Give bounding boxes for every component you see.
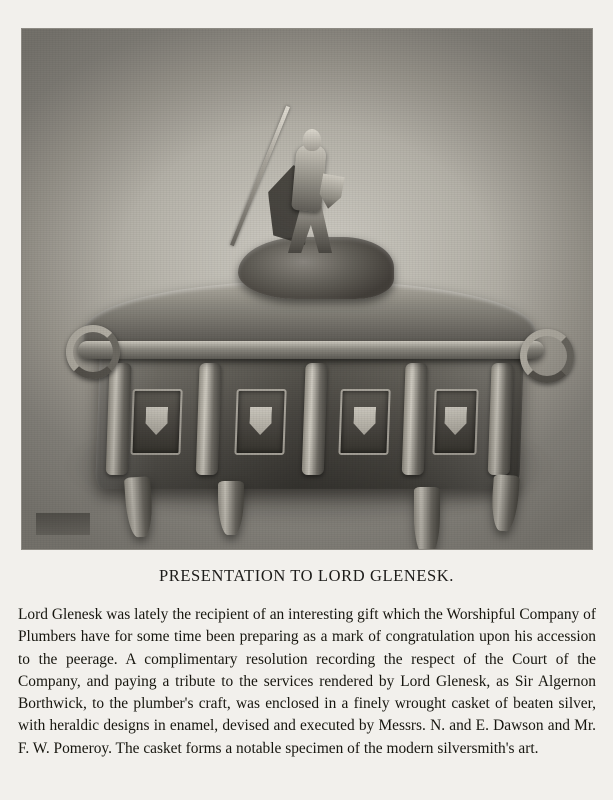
illustration-plate [21, 28, 593, 550]
illustration-caption: PRESENTATION TO LORD GLENESK. [158, 566, 455, 585]
article-paragraph: Lord Glenesk was lately the recipient of an interesting gift which the Worshipful Company of Plumbers have for some time been preparing as a mark of congratulation upon his accession to the peerage. A complimentary resolution recording the respect of the Court of the Company, and paying a tribute to the services rendered by Lord Glenesk, as Sir Algernon Borthwick, to the plumber's craft, was enclosed in a finely wrought casket of beaten silver, with heraldic designs in enamel, devised and executed by Messrs. N. and E. Dawson and Mr. F. W. Pomeroy. The casket forms a notable specimen of the modern silversmith's art. [18, 606, 596, 757]
illustration-vignette [22, 29, 592, 549]
article-body [18, 604, 596, 760]
